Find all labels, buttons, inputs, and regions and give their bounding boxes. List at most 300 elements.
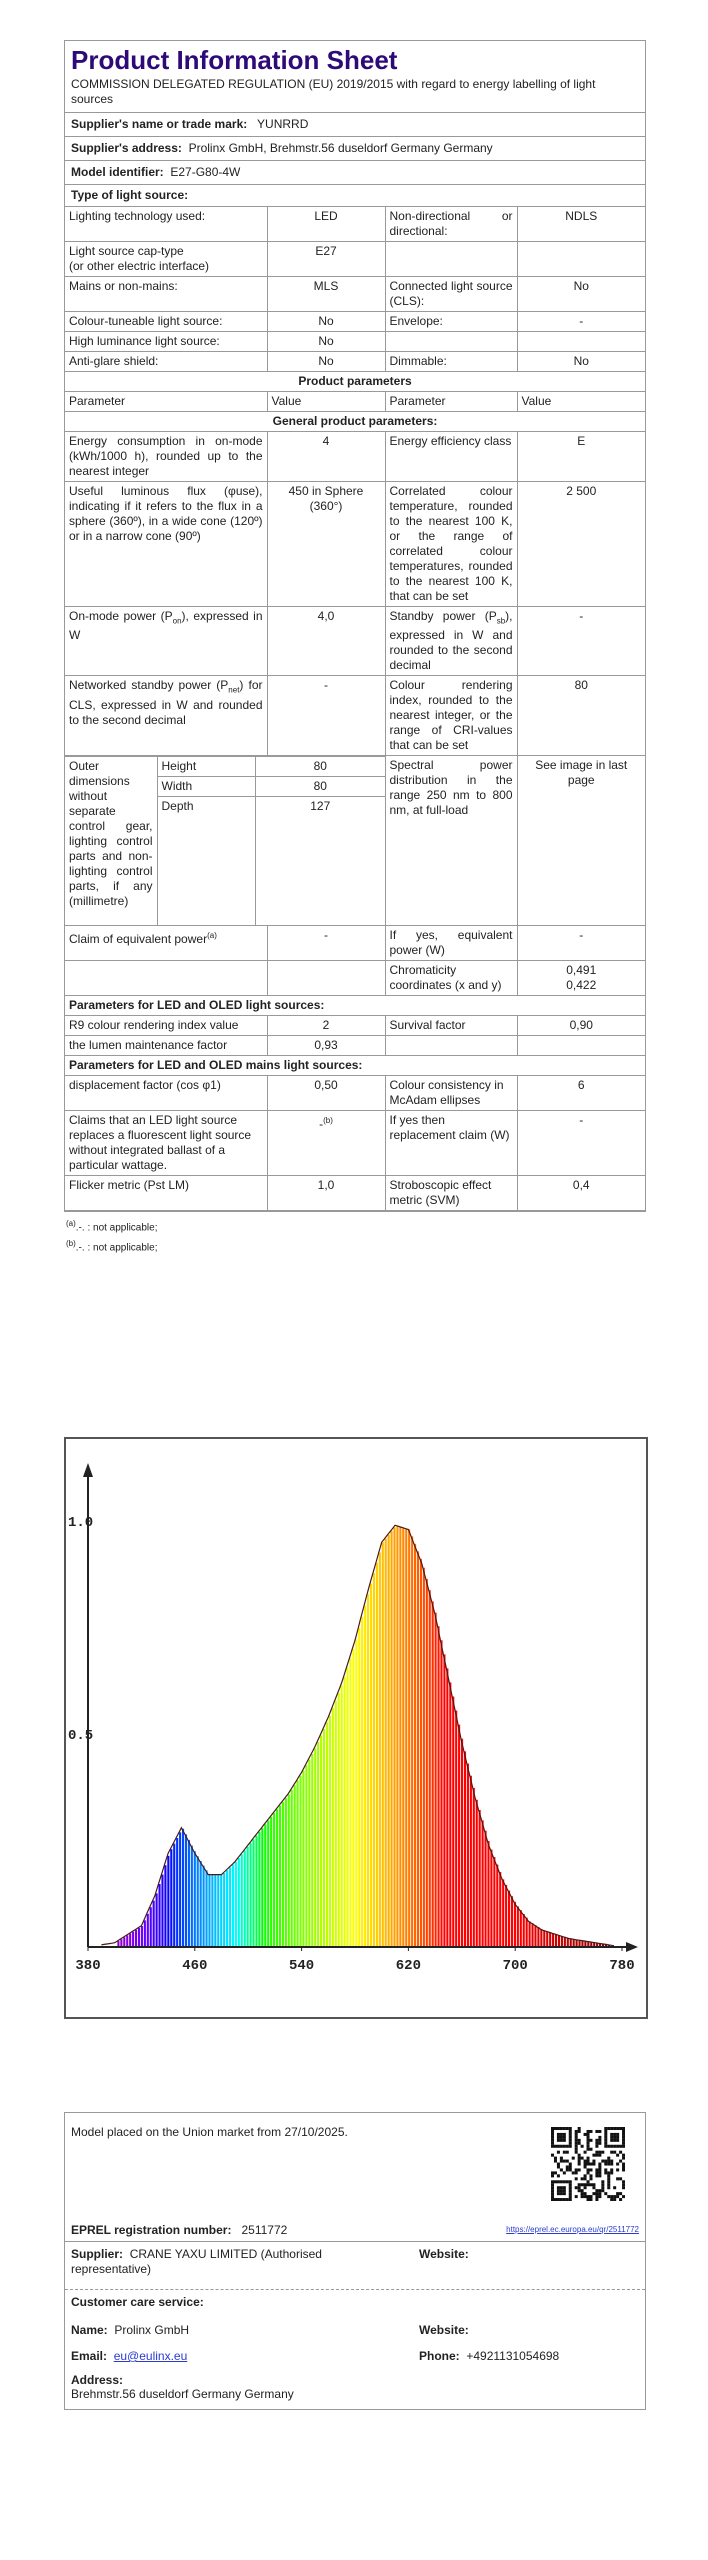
spectrum-bar: [302, 1771, 304, 1947]
table-row: [65, 1176, 645, 1211]
displacement-factor-label: displacement factor (cos φ1): [65, 1076, 267, 1111]
spectrum-bar: [561, 1936, 563, 1947]
width-value: 80: [255, 777, 385, 797]
table-row: [65, 482, 645, 607]
spectrum-bar: [370, 1584, 372, 1947]
supplier-value: CRANE YAXU LIMITED (Authorised representative): [71, 2247, 322, 2276]
cri-label: Colour rendering index, rounded to the nearest integer, or the range of CRI-values that can be set: [385, 676, 517, 756]
spectrum-bar: [182, 1829, 184, 1947]
supplier-website-row: [419, 2247, 639, 2261]
supplier-address-row: [65, 136, 645, 160]
spectrum-bar: [317, 1742, 319, 1947]
spectrum-bar: [382, 1542, 384, 1947]
spectrum-bar: [203, 1866, 205, 1947]
spectrum-bar: [537, 1927, 539, 1947]
spectrum-bar: [520, 1910, 522, 1947]
spectrum-bar: [499, 1872, 501, 1947]
supplier-name-value: YUNRRD: [257, 117, 309, 131]
spectrum-bar: [346, 1668, 348, 1947]
spectrum-bar: [185, 1834, 187, 1947]
spectral-power-chart: [64, 1437, 648, 2019]
spectrum-bar: [247, 1847, 249, 1947]
spectrum-bar: [452, 1697, 454, 1947]
spectrum-bar: [435, 1613, 437, 1947]
spectrum-bar: [487, 1841, 489, 1947]
chromaticity-value: 0,491 0,422: [517, 961, 645, 996]
supplier-address-value: Prolinx GmbH, Brehmstr.56 duseldorf Germany Germany: [188, 141, 493, 155]
led-mains-section-title: Parameters for LED and OLED mains light sources:: [65, 1056, 645, 1076]
x-tick-label: 700: [502, 1958, 528, 1974]
spectrum-bar: [179, 1832, 181, 1947]
equivalent-power-label: Claim of equivalent power$^{(a)}$: [65, 926, 267, 961]
supplier-name-label: Supplier's name or trade mark:: [71, 117, 248, 131]
footnote-b: $^{(b)}$.-. : not applicable;: [66, 1239, 158, 1254]
spectrum-bar: [479, 1810, 481, 1947]
spectrum-bar: [526, 1918, 528, 1947]
table-row: [65, 412, 645, 432]
dimmable-label: Dimmable:: [385, 352, 517, 372]
mains-value: MLS: [267, 277, 385, 312]
height-value: 80: [255, 757, 385, 777]
cap-label: Light source cap-type (or other electric interface): [65, 242, 267, 277]
spectrum-bar: [188, 1840, 190, 1947]
spectrum-bar: [432, 1601, 434, 1947]
standby-power-label: Standby power $(P_{sb})$, expressed in W and rounded to the second decimal: [385, 607, 517, 676]
spectrum-bar: [297, 1780, 299, 1947]
spectrum-bar: [549, 1932, 551, 1947]
dimensions-label: Outer dimensions without separate control gear, lighting control parts and non-lighting control parts, if any (millimetre): [65, 757, 157, 926]
x-tick-label: 620: [395, 1958, 422, 1974]
spectrum-bar: [147, 1914, 149, 1947]
spectrum-bar: [205, 1870, 207, 1947]
spectrum-bar: [552, 1933, 554, 1947]
spectrum-bar: [438, 1626, 440, 1947]
spectrum-bar: [164, 1865, 166, 1947]
model-identifier-value: E27-G80-4W: [170, 165, 241, 179]
spectrum-bar: [523, 1914, 525, 1947]
equivalent-yes-label: If yes, equivalent power (W): [385, 926, 517, 961]
spectrum-bar: [200, 1861, 202, 1947]
table-row: [65, 312, 645, 332]
table-row: [65, 926, 645, 961]
care-website-label: Website:: [419, 2323, 469, 2337]
envelope-label: Envelope:: [385, 312, 517, 332]
table-row: [65, 1076, 645, 1111]
directional-label: Non-directional or directional:: [385, 207, 517, 242]
spectrum-bar: [396, 1526, 398, 1947]
col-header-value2: Value: [517, 392, 645, 412]
spectrum-bar: [120, 1939, 122, 1947]
table-row: [65, 277, 645, 312]
spectrum-bar: [470, 1776, 472, 1947]
r9-value: 2: [267, 1016, 385, 1036]
spectrum-bar: [388, 1535, 390, 1947]
spectrum-bar: [493, 1857, 495, 1947]
eprel-row: [71, 2223, 639, 2237]
high-luminance-value: No: [267, 332, 385, 352]
spectrum-bar: [138, 1928, 140, 1947]
customer-care-title: Customer care service:: [71, 2295, 204, 2309]
networked-standby-value: -: [267, 676, 385, 756]
table-row: [65, 1056, 645, 1076]
spectrum-bar: [514, 1902, 516, 1947]
footnote-a: $^{(a)}$.-. : not applicable;: [66, 1219, 158, 1234]
colour-tuneable-label: Colour-tuneable light source:: [65, 312, 267, 332]
general-params-title: General product parameters:: [65, 412, 645, 432]
spectrum-bar: [211, 1875, 213, 1947]
cct-value: 2 500: [517, 482, 645, 607]
spectrum-bar: [467, 1764, 469, 1947]
eprel-link[interactable]: https://eprel.ec.europa.eu/qr/2511772: [506, 2225, 639, 2234]
mcadam-label: Colour consistency in McAdam ellipses: [385, 1076, 517, 1111]
spectrum-bar: [449, 1682, 451, 1947]
product-information-sheet: [64, 40, 646, 1212]
spectrum-bar: [496, 1865, 498, 1947]
table-row: [65, 676, 645, 756]
spectrum-bar: [291, 1790, 293, 1947]
spectrum-bar: [546, 1931, 548, 1947]
care-name-value: Prolinx GmbH: [114, 2323, 190, 2337]
spectrum-bar: [458, 1725, 460, 1947]
spectrum-bar: [335, 1701, 337, 1947]
directional-value: NDLS: [517, 207, 645, 242]
table-row: [65, 372, 645, 392]
spectrum-bar: [261, 1828, 263, 1947]
spectrum-bar: [308, 1760, 310, 1947]
high-luminance-label: High luminance light source:: [65, 332, 267, 352]
spectrum-bar: [338, 1693, 340, 1947]
spectrum-outline: [101, 1525, 614, 1945]
spectrum-bar: [423, 1568, 425, 1947]
spectrum-bar: [161, 1875, 163, 1947]
x-tick-label: 780: [609, 1958, 635, 1974]
cls-value: No: [517, 277, 645, 312]
eprel-label: EPREL registration number:: [71, 2223, 232, 2237]
spectrum-bar: [252, 1839, 254, 1947]
spectrum-bar: [123, 1937, 125, 1947]
spectrum-bar: [440, 1640, 442, 1947]
spectrum-bar: [241, 1854, 243, 1947]
spectrum-bar: [341, 1686, 343, 1947]
spectrum-bar: [476, 1800, 478, 1947]
spectrum-bar: [576, 1940, 578, 1947]
cls-label: Connected light source (CLS):: [385, 277, 517, 312]
table-row: [65, 961, 645, 996]
spectrum-bar: [208, 1875, 210, 1947]
spectrum-bar: [282, 1802, 284, 1947]
spectrum-bar: [332, 1708, 334, 1947]
spectrum-bar: [294, 1785, 296, 1947]
spectrum-bar: [229, 1867, 231, 1947]
height-label: Height: [157, 757, 255, 777]
spectrum-bar: [567, 1938, 569, 1947]
width-label: Width: [157, 777, 255, 797]
spectrum-bars: [117, 1526, 610, 1947]
spectrum-bar: [226, 1870, 228, 1947]
spectrum-bar: [156, 1893, 158, 1947]
care-address-row: [71, 2373, 639, 2401]
spd-label: Spectral power distribution in the range 250 nm to 800 nm, at full-load: [385, 756, 517, 926]
spectrum-bar: [376, 1563, 378, 1947]
type-table: [65, 206, 645, 1211]
mains-label: Mains or non-mains:: [65, 277, 267, 312]
spectrum-bar: [349, 1658, 351, 1947]
luminous-flux-value: 450 in Sphere (360°): [267, 482, 385, 607]
spectrum-bar: [129, 1934, 131, 1947]
type-section-title: Type of light source:: [65, 184, 645, 206]
spectrum-bar: [255, 1836, 257, 1947]
spectrum-bar: [273, 1813, 275, 1947]
spectrum-bar: [473, 1788, 475, 1947]
flicker-value: 1,0: [267, 1176, 385, 1211]
spectrum-bar: [299, 1776, 301, 1947]
luminous-flux-label: Useful luminous flux (φuse), indicating if it refers to the flux in a sphere (360º), in a wide cone (120º) or in a narrow cone (90º): [65, 482, 267, 607]
energy-class-value: E: [517, 432, 645, 482]
spectrum-bar: [411, 1536, 413, 1947]
spectrum-bar: [153, 1901, 155, 1947]
spd-value: See image in last page: [517, 756, 645, 926]
spectrum-bar: [150, 1907, 152, 1947]
spectral-chart-svg: [66, 1439, 642, 2013]
spectrum-bar: [485, 1831, 487, 1947]
spectrum-bar: [455, 1711, 457, 1947]
spectrum-bar: [288, 1794, 290, 1947]
mcadam-value: 6: [517, 1076, 645, 1111]
x-tick-label: 540: [288, 1958, 315, 1974]
spectrum-bar: [235, 1862, 237, 1947]
displacement-factor-value: 0,50: [267, 1076, 385, 1111]
x-axis-arrow: [626, 1942, 638, 1952]
spectrum-bar: [194, 1851, 196, 1947]
spectrum-bar: [173, 1844, 175, 1947]
cct-label: Correlated colour temperature, rounded to the nearest 100 K, or the range of correlated colour temperatures, rounded to the nearest 100 K, that can be set: [385, 482, 517, 607]
spectrum-bar: [214, 1875, 216, 1947]
table-row: [65, 1111, 645, 1176]
chromaticity-label: Chromaticity coordinates (x and y): [385, 961, 517, 996]
footnotes: [66, 1216, 158, 1257]
cri-value: 80: [517, 676, 645, 756]
spectrum-bar: [220, 1875, 222, 1947]
spectrum-bar: [217, 1875, 219, 1947]
colour-tuneable-value: No: [267, 312, 385, 332]
spectrum-bar: [391, 1531, 393, 1947]
lumen-maintenance-value: 0,93: [267, 1036, 385, 1056]
spectrum-bar: [250, 1843, 252, 1947]
spectrum-bar: [505, 1885, 507, 1947]
spectrum-bar: [517, 1906, 519, 1947]
page-subtitle: COMMISSION DELEGATED REGULATION (EU) 2019/2015 with regard to energy labelling of light sources: [71, 77, 596, 106]
product-label-box: [64, 2112, 646, 2410]
model-identifier-row: [65, 160, 645, 184]
table-row: [65, 756, 645, 926]
page-title: Product Information Sheet: [71, 45, 398, 75]
energy-consumption-label: Energy consumption in on-mode (kWh/1000 h), rounded up to the nearest integer: [65, 432, 267, 482]
col-header-param2: Parameter: [385, 392, 517, 412]
dimensions-cell: [65, 756, 385, 926]
spectrum-bar: [443, 1654, 445, 1947]
care-website-row: [419, 2323, 639, 2337]
spectrum-bar: [126, 1935, 128, 1947]
spectrum-bar: [420, 1559, 422, 1947]
spectrum-bar: [482, 1820, 484, 1947]
networked-standby-label: Networked standby power $(P_{net})$ for CLS, expressed in W and rounded to the second decimal: [65, 676, 267, 756]
spectrum-bar: [314, 1748, 316, 1947]
spectrum-bar: [191, 1846, 193, 1947]
spectrum-bar: [344, 1677, 346, 1947]
spectrum-bar: [540, 1929, 542, 1947]
spectrum-bar: [399, 1527, 401, 1947]
spectrum-bar: [429, 1590, 431, 1947]
spectrum-bar: [367, 1594, 369, 1947]
svm-value: 0,4: [517, 1176, 645, 1211]
market-text: Model placed on the Union market from 27/10/2025.: [71, 2125, 348, 2139]
supplier-label: Supplier:: [71, 2247, 124, 2261]
x-tick-label: 460: [182, 1958, 208, 1974]
spectrum-bar: [305, 1765, 307, 1947]
col-header-param: Parameter: [65, 392, 267, 412]
spectrum-bar: [570, 1939, 572, 1947]
spectrum-bar: [364, 1606, 366, 1947]
table-row: [65, 432, 645, 482]
care-address-value: Brehmstr.56 duseldorf Germany Germany: [71, 2387, 294, 2401]
spectrum-bar: [358, 1628, 360, 1947]
spectrum-bar: [232, 1865, 234, 1947]
lumen-maintenance-label: the lumen maintenance factor: [65, 1036, 267, 1056]
cap-value: E27: [267, 242, 385, 277]
envelope-value: -: [517, 312, 645, 332]
y-axis-arrow: [83, 1463, 93, 1477]
care-phone-label: Phone:: [419, 2349, 460, 2363]
care-name-label: Name:: [71, 2323, 108, 2337]
spectrum-bar: [270, 1817, 272, 1947]
supplier-name-row: [65, 112, 645, 136]
r9-label: R9 colour rendering index value: [65, 1016, 267, 1036]
spectrum-bar: [534, 1925, 536, 1947]
anti-glare-value: No: [267, 352, 385, 372]
table-row: [65, 332, 645, 352]
spectrum-bar: [264, 1824, 266, 1947]
spectrum-bar: [311, 1754, 313, 1947]
spectrum-bar: [258, 1832, 260, 1947]
survival-value: 0,90: [517, 1016, 645, 1036]
table-row: [65, 996, 645, 1016]
care-email-label: Email:: [71, 2349, 108, 2363]
spectrum-bar: [223, 1873, 225, 1947]
fluorescent-claim-label: Claims that an LED light source replaces a fluorescent light source without integrated ballast of a particular wattage.: [65, 1111, 267, 1176]
depth-value: 127: [255, 797, 385, 926]
spectrum-bar: [244, 1851, 246, 1947]
spectrum-bar: [405, 1529, 407, 1948]
spectrum-bar: [285, 1798, 287, 1947]
spectrum-bar: [564, 1937, 566, 1947]
tech-value: LED: [267, 207, 385, 242]
spectrum-bar: [402, 1528, 404, 1947]
depth-label: Depth: [157, 797, 255, 926]
spectrum-bar: [320, 1735, 322, 1947]
spectrum-bar: [508, 1891, 510, 1947]
spectrum-bar: [490, 1850, 492, 1947]
spectrum-bar: [543, 1930, 545, 1947]
fluorescent-claim-value: -$^{(b)}$: [267, 1111, 385, 1176]
spectrum-bar: [385, 1539, 387, 1947]
equivalent-power-value: -: [267, 926, 385, 961]
care-email-link[interactable]: eu@eulinx.eu: [113, 2349, 188, 2363]
spectrum-bar: [529, 1921, 531, 1947]
on-mode-power-value: 4,0: [267, 607, 385, 676]
table-row: [65, 352, 645, 372]
care-phone-row: [419, 2349, 639, 2363]
spectrum-bar: [355, 1639, 357, 1947]
anti-glare-label: Anti-glare shield:: [65, 352, 267, 372]
spectrum-bar: [144, 1920, 146, 1947]
col-header-value: Value: [267, 392, 385, 412]
spectrum-bar: [408, 1529, 410, 1947]
spectrum-bar: [352, 1649, 354, 1947]
table-row: [65, 607, 645, 676]
spectrum-bar: [578, 1940, 580, 1947]
model-identifier-label: Model identifier:: [71, 165, 164, 179]
spectrum-bar: [197, 1856, 199, 1947]
spectrum-bar: [158, 1884, 160, 1947]
product-params-title: Product parameters: [65, 372, 645, 392]
spectrum-bar: [414, 1544, 416, 1947]
spectrum-bar: [531, 1923, 533, 1947]
energy-class-label: Energy efficiency class: [385, 432, 517, 482]
survival-label: Survival factor: [385, 1016, 517, 1036]
spectrum-bar: [276, 1809, 278, 1947]
spectrum-bar: [426, 1579, 428, 1947]
table-row: [65, 1016, 645, 1036]
energy-consumption-value: 4: [267, 432, 385, 482]
spectrum-bar: [238, 1858, 240, 1947]
eprel-value: 2511772: [241, 2223, 288, 2237]
spectrum-bar: [329, 1716, 331, 1947]
spectrum-bar: [135, 1930, 137, 1947]
spectrum-bar: [373, 1573, 375, 1947]
care-phone-value: +4921131054698: [466, 2349, 560, 2363]
spectrum-bar: [279, 1806, 281, 1947]
spectrum-bar: [132, 1932, 134, 1947]
led-section-title: Parameters for LED and OLED light sources:: [65, 996, 645, 1016]
spectrum-bar: [167, 1856, 169, 1947]
spectrum-bar: [502, 1879, 504, 1947]
table-row: [65, 1036, 645, 1056]
spectrum-bar: [176, 1838, 178, 1947]
spectrum-bar: [573, 1939, 575, 1947]
spectrum-bar: [141, 1926, 143, 1947]
svm-label: Stroboscopic effect metric (SVM): [385, 1176, 517, 1211]
x-tick-label: 380: [75, 1958, 101, 1974]
replacement-claim-label: If yes then replacement claim (W): [385, 1111, 517, 1176]
spectrum-bar: [267, 1821, 269, 1947]
table-row: [65, 207, 645, 242]
flicker-label: Flicker metric (Pst LM): [65, 1176, 267, 1211]
spectrum-bar: [417, 1551, 419, 1947]
care-address-label: Address:: [71, 2373, 124, 2387]
spectrum-bar: [464, 1751, 466, 1947]
spectrum-bar: [323, 1729, 325, 1947]
spectrum-bar: [446, 1668, 448, 1947]
supplier-website-label: Website:: [419, 2247, 469, 2261]
qr-code-icon[interactable]: [551, 2127, 625, 2201]
spectrum-bar: [555, 1934, 557, 1947]
supplier-address-label: Supplier's address:: [71, 141, 182, 155]
spectrum-bar: [461, 1739, 463, 1947]
on-mode-power-label: On-mode power $(P_{on})$, expressed in W: [65, 607, 267, 676]
supplier-row: [71, 2247, 401, 2277]
table-row: [65, 242, 645, 277]
spectrum-bar: [326, 1722, 328, 1947]
